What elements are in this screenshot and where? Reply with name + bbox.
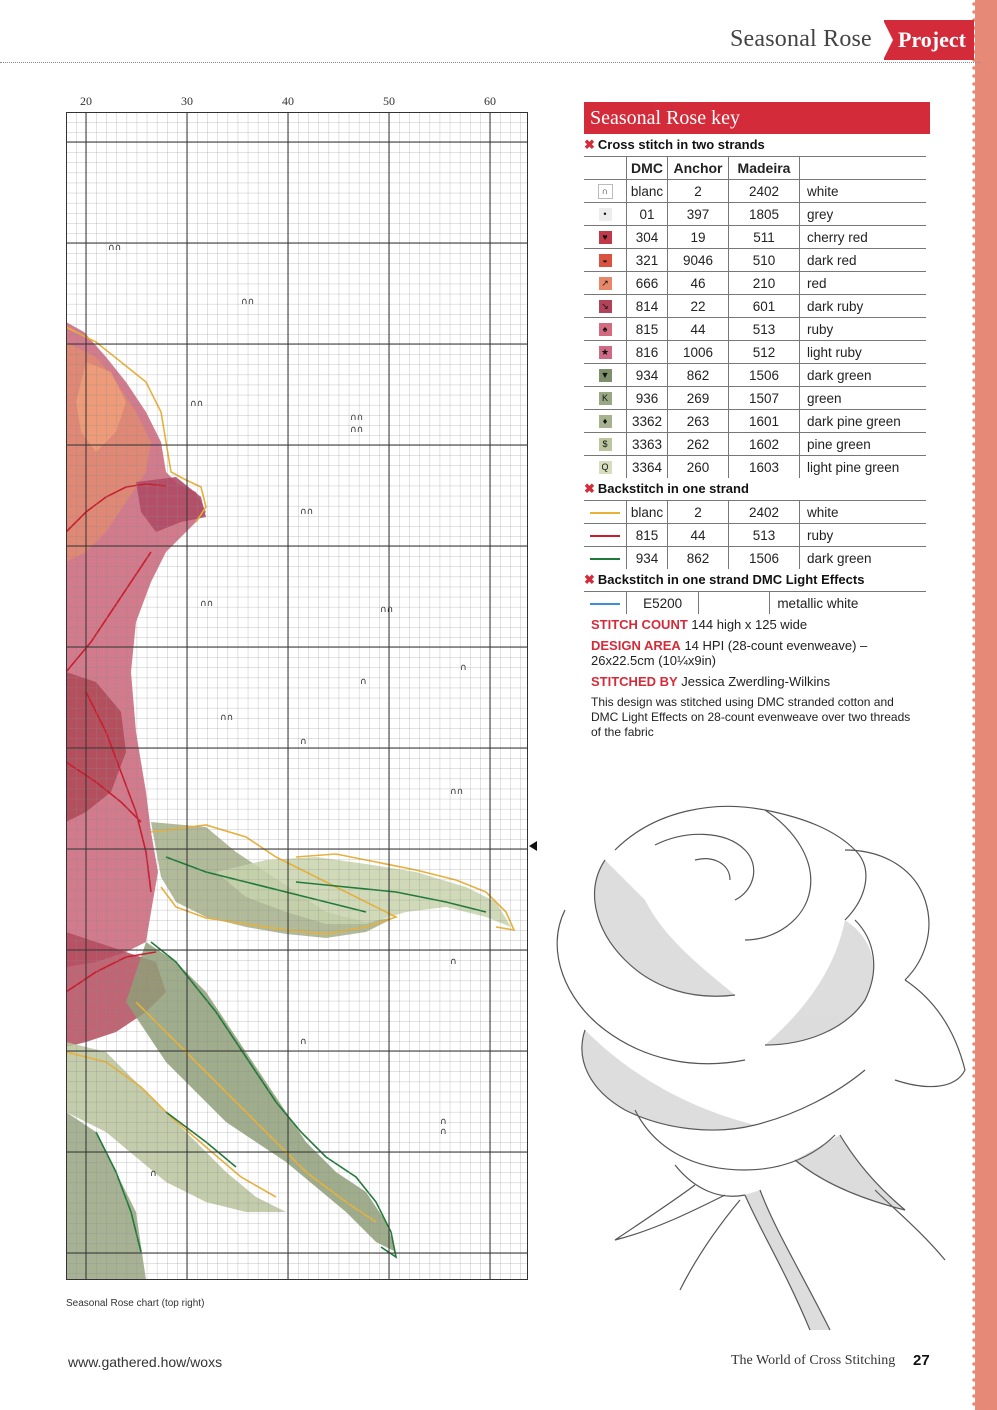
- thread-madeira: 2402: [729, 180, 800, 203]
- thread-row: [584, 433, 926, 456]
- thread-name: dark pine green: [800, 410, 927, 433]
- thread-name: light pine green: [800, 456, 927, 479]
- effects-dmc: E5200: [627, 592, 699, 615]
- thread-anchor: 19: [668, 226, 729, 249]
- thread-row: [584, 410, 926, 433]
- thread-dmc: 3364: [627, 456, 668, 479]
- thread-row: [584, 456, 926, 479]
- design-note: This design was stitched using DMC stranded cotton and DMC Light Effects on 28-count evenweave over two threads of the fabric: [591, 695, 911, 739]
- thread-anchor: 397: [668, 203, 729, 226]
- effects-name: metallic white: [770, 592, 926, 615]
- thread-name: red: [800, 272, 927, 295]
- header-tag: Project: [884, 20, 974, 60]
- col-num: 40: [282, 94, 294, 108]
- backstitch-table: [584, 500, 926, 569]
- thread-anchor: 260: [668, 456, 729, 479]
- thread-name: dark red: [800, 249, 927, 272]
- cross-icon: ✖: [584, 481, 595, 496]
- thread-dmc: 3362: [627, 410, 668, 433]
- thread-madeira: 601: [729, 295, 800, 318]
- header-title: Seasonal Rose: [730, 26, 872, 52]
- thread-dmc: 3363: [627, 433, 668, 456]
- thread-row: [584, 272, 926, 295]
- thread-symbol-icon: Q: [599, 461, 612, 474]
- thread-name: cherry red: [800, 226, 927, 249]
- backstitch-anchor: 862: [668, 547, 729, 570]
- backstitch-line-icon: [590, 512, 620, 514]
- backstitch-row: [584, 547, 926, 570]
- backstitch-row: [584, 524, 926, 547]
- thread-madeira: 510: [729, 249, 800, 272]
- stitch-count-label: STITCH COUNT: [591, 617, 688, 632]
- thread-dmc: 321: [627, 249, 668, 272]
- footer-url: www.gathered.how/woxs: [68, 1354, 223, 1370]
- thread-symbol-icon: K: [599, 392, 612, 405]
- cross-stitch-chart: [66, 112, 528, 1280]
- thread-row: [584, 318, 926, 341]
- col-madeira: Madeira: [729, 157, 800, 180]
- thread-row: [584, 295, 926, 318]
- chart-caption: Seasonal Rose chart (top right): [66, 1298, 205, 1309]
- thread-dmc: 666: [627, 272, 668, 295]
- thread-dmc: 816: [627, 341, 668, 364]
- thread-dmc: 814: [627, 295, 668, 318]
- thread-madeira: 210: [729, 272, 800, 295]
- thread-madeira: 1602: [729, 433, 800, 456]
- thread-symbol-icon: ↘: [599, 300, 612, 313]
- backstitch-dmc: 934: [627, 547, 668, 570]
- col-num: 60: [484, 94, 496, 108]
- thread-symbol-icon: ♠: [599, 323, 612, 336]
- thread-dmc: 01: [627, 203, 668, 226]
- thread-symbol-icon: ∩: [598, 184, 613, 199]
- stitched-by-label: STITCHED BY: [591, 674, 678, 689]
- thread-anchor: 22: [668, 295, 729, 318]
- thread-symbol-icon: ◒: [599, 254, 612, 267]
- thread-madeira: 1506: [729, 364, 800, 387]
- thread-dmc: 934: [627, 364, 668, 387]
- col-dmc: DMC: [627, 157, 668, 180]
- effects-madeira: [699, 592, 770, 615]
- backstitch-anchor: 2: [668, 501, 729, 524]
- thread-dmc: 815: [627, 318, 668, 341]
- thread-symbol-icon: ★: [599, 346, 612, 359]
- page-edge-stripe: [975, 0, 997, 1410]
- backstitch-madeira: 513: [729, 524, 800, 547]
- backstitch-madeira: 1506: [729, 547, 800, 570]
- thread-row: [584, 249, 926, 272]
- chart-centre-arrow-icon: [529, 841, 537, 851]
- thread-symbol-icon: ♥: [599, 231, 612, 244]
- thread-name: grey: [800, 203, 927, 226]
- thread-madeira: 1603: [729, 456, 800, 479]
- backstitch-line-icon: [590, 558, 620, 560]
- col-num: 30: [181, 94, 193, 108]
- thread-key: [584, 102, 930, 614]
- backstitch-madeira: 2402: [729, 501, 800, 524]
- thread-name: light ruby: [800, 341, 927, 364]
- backstitch-name: white: [800, 501, 927, 524]
- thread-symbol-icon: ↗: [599, 277, 612, 290]
- thread-dmc: 304: [627, 226, 668, 249]
- thread-dmc: 936: [627, 387, 668, 410]
- thread-row: [584, 203, 926, 226]
- backstitch-dmc: blanc: [627, 501, 668, 524]
- backstitch-line-icon: [590, 535, 620, 537]
- thread-name: pine green: [800, 433, 927, 456]
- design-area-label: DESIGN AREA: [591, 638, 681, 653]
- key-title: Seasonal Rose key: [584, 102, 930, 134]
- thread-symbol-icon: ♦: [599, 415, 612, 428]
- thread-anchor: 262: [668, 433, 729, 456]
- thread-row: [584, 180, 926, 203]
- thread-name: white: [800, 180, 927, 203]
- effects-heading: ✖ Backstitch in one strand DMC Light Effects: [584, 572, 865, 587]
- thread-anchor: 46: [668, 272, 729, 295]
- backstitch-name: ruby: [800, 524, 927, 547]
- thread-madeira: 511: [729, 226, 800, 249]
- thread-madeira: 1601: [729, 410, 800, 433]
- header-divider: [0, 62, 980, 63]
- backstitch-name: dark green: [800, 547, 927, 570]
- thread-row: [584, 364, 926, 387]
- backstitch-anchor: 44: [668, 524, 729, 547]
- thread-anchor: 1006: [668, 341, 729, 364]
- col-anchor: Anchor: [668, 157, 729, 180]
- stitch-count: 144 high x 125 wide: [691, 617, 808, 632]
- thread-madeira: 512: [729, 341, 800, 364]
- backstitch-row: [584, 501, 926, 524]
- thread-madeira: 513: [729, 318, 800, 341]
- design-area: 14 HPI (28-count evenweave) – 26x22.5cm (10¼x9in): [591, 638, 868, 668]
- thread-symbol-icon: •: [599, 208, 612, 221]
- cross-icon: ✖: [584, 572, 595, 587]
- effects-row: [584, 592, 926, 615]
- backstitch-heading: ✖ Backstitch in one strand: [584, 481, 749, 496]
- footer-magazine: The World of Cross Stitching: [731, 1353, 896, 1368]
- thread-name: dark green: [800, 364, 927, 387]
- thread-madeira: 1507: [729, 387, 800, 410]
- design-info: [591, 617, 911, 746]
- col-num: 20: [80, 94, 92, 108]
- thread-name: ruby: [800, 318, 927, 341]
- thread-name: dark ruby: [800, 295, 927, 318]
- thread-symbol-icon: ▼: [599, 369, 612, 382]
- effects-line-icon: [590, 603, 620, 605]
- rose-sketch-illustration: [545, 790, 975, 1350]
- thread-anchor: 269: [668, 387, 729, 410]
- thread-name: green: [800, 387, 927, 410]
- col-num: 50: [383, 94, 395, 108]
- thread-row: [584, 226, 926, 249]
- effects-table: [584, 591, 926, 614]
- cross-stitch-table: [584, 156, 926, 478]
- thread-anchor: 263: [668, 410, 729, 433]
- stitched-by: Jessica Zwerdling-Wilkins: [681, 674, 831, 689]
- thread-symbol-icon: $: [599, 438, 612, 451]
- thread-anchor: 9046: [668, 249, 729, 272]
- backstitch-dmc: 815: [627, 524, 668, 547]
- thread-anchor: 44: [668, 318, 729, 341]
- cross-icon: ✖: [584, 137, 595, 152]
- thread-row: [584, 387, 926, 410]
- thread-madeira: 1805: [729, 203, 800, 226]
- thread-dmc: blanc: [627, 180, 668, 203]
- cross-stitch-heading: ✖ Cross stitch in two strands: [584, 137, 765, 152]
- page-number: 27: [913, 1352, 930, 1369]
- thread-anchor: 862: [668, 364, 729, 387]
- chart-column-numbers: [66, 94, 528, 108]
- thread-anchor: 2: [668, 180, 729, 203]
- thread-row: [584, 341, 926, 364]
